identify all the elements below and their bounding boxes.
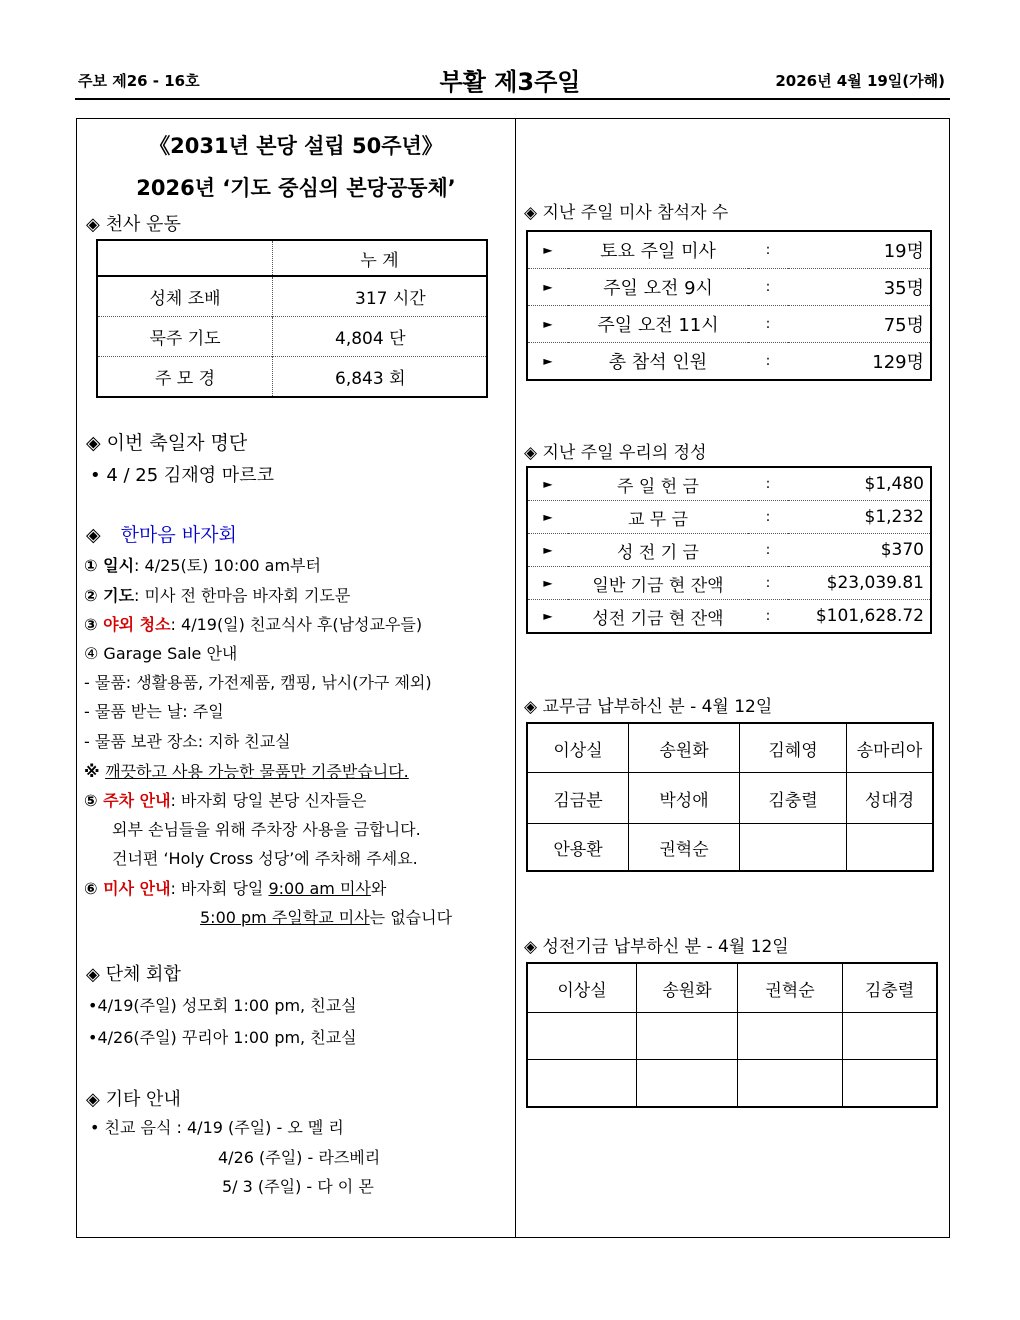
table-row: 이상실 송원화 권혁순 김충렬 xyxy=(527,963,937,1013)
dues-table xyxy=(526,722,934,872)
bazaar-line-13: 5:00 pm 주일학교 미사는 없습니다 xyxy=(200,908,453,927)
bazaar-line-6: - 물품 받는 날: 주일 xyxy=(84,702,224,721)
row-label: 주 모 경 xyxy=(97,357,273,398)
angel-table xyxy=(96,239,488,398)
bazaar-heading xyxy=(86,520,237,547)
building-fund-table xyxy=(526,962,938,1108)
bazaar-line-9: ⑤ 주차 안내: 바자회 당일 본당 신자들은 xyxy=(84,791,367,810)
row-value: 6,843 회 xyxy=(273,357,488,398)
table-row xyxy=(527,1013,937,1060)
table-row: ► 교 무 금 : $1,232 xyxy=(527,501,931,534)
table-row: 김금분 박성애 김충렬 성대경 xyxy=(527,773,933,824)
table-row: ► 토요 주일 미사 : 19명 xyxy=(527,231,931,269)
arrow-icon: ► xyxy=(543,243,553,257)
table-row xyxy=(97,240,487,276)
table-row: ► 일반 기금 현 잔액 : $23,039.81 xyxy=(527,567,931,600)
bazaar-line-12: ⑥ 미사 안내: 바자회 당일 9:00 am 미사와 xyxy=(84,879,387,898)
page-title: 부활 제3주일 xyxy=(439,68,581,96)
other-heading: ◈ 기타 안내 xyxy=(86,1089,181,1110)
table-row: 안용환 권혁순 xyxy=(527,824,933,872)
list-item: •4/26(주일) 꾸리아 1:00 pm, 친교실 xyxy=(88,1028,357,1047)
list-item: •4/19(주일) 성모회 1:00 pm, 친교실 xyxy=(88,996,357,1015)
table-row xyxy=(97,357,487,398)
table-row: ► 주일 오전 9시 : 35명 xyxy=(527,269,931,306)
col-header: 누 계 xyxy=(273,240,488,276)
attendance-table xyxy=(526,230,932,381)
arrow-icon: ► xyxy=(527,567,568,600)
building-heading: ◈ 성전기금 납부하신 분 - 4월 12일 xyxy=(524,937,789,957)
arrow-icon: ► xyxy=(527,269,568,306)
table-cell xyxy=(97,240,273,276)
anniversary-title: 《2031년 본당 설립 50주년》 xyxy=(149,134,443,158)
table-row xyxy=(97,276,487,317)
bazaar-line-4: ④ Garage Sale 안내 xyxy=(84,644,238,663)
bazaar-line-5: - 물품: 생활용품, 가전제품, 캠핑, 낚시(가구 제외) xyxy=(84,673,432,692)
feast-item: • 4 / 25 김재영 마르코 xyxy=(90,465,274,486)
row-value: 4,804 단 xyxy=(273,317,488,357)
offering-heading: ◈ 지난 주일 우리의 정성 xyxy=(524,443,707,463)
offering-table xyxy=(526,466,932,634)
angel-heading: ◈ 천사 운동 xyxy=(86,214,181,235)
bazaar-line-10: 외부 손님들을 위해 주차장 사용을 금합니다. xyxy=(112,820,421,839)
table-row xyxy=(97,317,487,357)
row-value: 317 시간 xyxy=(273,276,488,317)
food-line-1: • 친교 음식 : 4/19 (주일) - 오 멜 리 xyxy=(90,1118,344,1137)
bazaar-line-11: 건너편 ‘Holy Cross 성당’에 주차해 주세요. xyxy=(112,849,418,868)
table-row: ► 성 전 기 금 : $370 xyxy=(527,534,931,567)
table-row: ► 주일 오전 11시 : 75명 xyxy=(527,306,931,343)
arrow-icon: ► xyxy=(527,600,568,634)
bazaar-line-8: ※ 깨끗하고 사용 가능한 물품만 기증받습니다. xyxy=(84,762,409,781)
row-label: 성체 조배 xyxy=(97,276,273,317)
bazaar-title: 한마음 바자회 xyxy=(120,524,237,546)
table-row: ► 총 참석 인원 : 129명 xyxy=(527,343,931,381)
arrow-icon: ► xyxy=(527,534,568,567)
table-row: ► 주 일 헌 금 : $1,480 xyxy=(527,467,931,501)
arrow-icon: ► xyxy=(527,343,568,381)
arrow-icon: ► xyxy=(543,477,553,491)
arrow-icon: ► xyxy=(527,501,568,534)
issue-date: 2026년 4월 19일(가해) xyxy=(775,72,945,90)
bazaar-line-7: - 물품 보관 장소: 지하 친교실 xyxy=(84,732,291,751)
bazaar-line-2: ② 기도: 미사 전 한마음 바자회 기도문 xyxy=(84,586,351,605)
theme-title: 2026년 ‘기도 중심의 본당공동체’ xyxy=(136,176,456,200)
feast-heading: ◈ 이번 축일자 명단 xyxy=(86,432,248,454)
table-row: 이상실 송원화 김혜영 송마리아 xyxy=(527,723,933,773)
column-divider xyxy=(515,118,516,1238)
food-line-2: 4/26 (주일) - 라즈베리 xyxy=(218,1148,381,1167)
dues-heading: ◈ 교무금 납부하신 분 - 4월 12일 xyxy=(524,697,773,717)
attendance-heading: ◈ 지난 주일 미사 참석자 수 xyxy=(524,203,729,223)
bazaar-line-1: ① 일시: 4/25(토) 10:00 am부터 xyxy=(84,556,321,575)
food-line-3: 5/ 3 (주일) - 다 이 몬 xyxy=(222,1177,374,1196)
bazaar-line-3: ③ 야외 청소: 4/19(일) 친교식사 후(남성교우들) xyxy=(84,615,423,634)
header-divider xyxy=(75,98,950,100)
groups-heading: ◈ 단체 회합 xyxy=(86,964,181,985)
table-row xyxy=(527,1060,937,1108)
diamond-icon: ◈ xyxy=(86,524,101,546)
issue-number: 주보 제26 - 16호 xyxy=(78,72,200,90)
row-label: 묵주 기도 xyxy=(97,317,273,357)
table-row: ► 성전 기금 현 잔액 : $101,628.72 xyxy=(527,600,931,634)
arrow-icon: ► xyxy=(527,306,568,343)
